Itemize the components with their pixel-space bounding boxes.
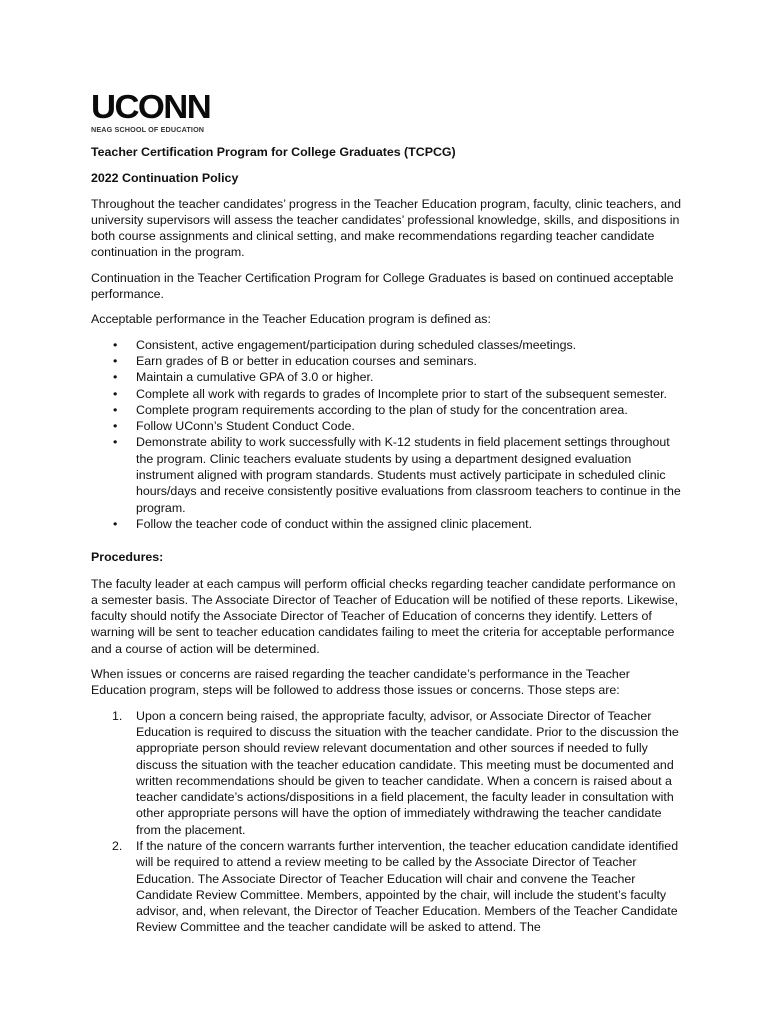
step-number: 1. <box>112 708 123 723</box>
list-item <box>91 434 683 515</box>
list-item <box>91 516 683 532</box>
step-text: Upon a concern being raised, the appropriate faculty, advisor, or Associate Director of Teacher Education is required to discuss the situation with the teacher candidate. Prior to the discussion the appropriate person should review relevant documentation and other sources if needed to fully discuss the situation with the teacher education candidate. This meeting must be documented and written recommendations should be given to teacher candidate. When a concern is raised about a teacher candidate’s actions/dispositions in a field placement, the faculty leader in consultation with other appropriate persons will have the option of immediately withdrawing the teacher candidate from the placement. <box>136 708 679 837</box>
bullet: • <box>113 370 118 385</box>
logo-wordmark: UCONN <box>91 88 211 125</box>
bullet: • <box>113 516 118 531</box>
criteria-text: Consistent, active engagement/participation during scheduled classes/meetings. <box>136 337 577 352</box>
criteria-list <box>91 337 683 533</box>
list-item <box>91 708 683 838</box>
intro-paragraph: Continuation in the Teacher Certification Program for College Graduates is based on continued acceptable performance. <box>91 270 674 302</box>
list-item <box>91 386 683 402</box>
intro-paragraph: Acceptable performance in the Teacher Education program is defined as: <box>91 312 491 327</box>
bullet: • <box>113 353 118 368</box>
bullet: • <box>113 435 118 450</box>
list-item <box>91 402 683 418</box>
list-item <box>91 337 683 353</box>
document-subtitle: 2022 Continuation Policy <box>91 171 239 186</box>
bullet: • <box>113 386 118 401</box>
list-item <box>91 353 683 369</box>
criteria-text: Demonstrate ability to work successfully with K-12 students in field placement settings throughout the program. Clinic teachers evaluate students by using a department designed evaluation instrument aligned with program standards. Students must actively participate in scheduled clinic hours/days and receive consistently positive evaluations from classroom teachers to continue in the program. <box>136 435 681 515</box>
criteria-text: Follow the teacher code of conduct within the assigned clinic placement. <box>136 516 533 531</box>
procedure-paragraph: The faculty leader at each campus will perform official checks regarding teacher candidate performance on a semester basis. The Associate Director of Teacher of Education will be notified of these reports. Likewise, faculty should notify the Associate Director of Teacher of Education of concerns they identify. Letters of warning will be sent to teacher education candidates failing to meet the criteria for acceptable performance and a course of action will be determined. <box>91 576 679 656</box>
list-item <box>91 418 683 434</box>
step-text: If the nature of the concern warrants further intervention, the teacher education candidate identified will be required to attend a review meeting to be called by the Associate Director of Teacher Education. The Associate Director of Teacher Education will chair and convene the Teacher Candidate Review Committee. Members, appointed by the chair, will include the student’s faculty advisor, and, when relevant, the Director of Teacher Education. Members of the Teacher Candidate Review Committee and the teacher candidate will be asked to attend. The <box>136 838 679 935</box>
step-number: 2. <box>112 838 123 853</box>
steps-list <box>91 708 683 936</box>
criteria-text: Maintain a cumulative GPA of 3.0 or higher. <box>136 370 374 385</box>
procedures-heading: Procedures: <box>91 550 164 565</box>
bullet: • <box>113 337 118 352</box>
procedure-paragraph: When issues or concerns are raised regarding the teacher candidate’s performance in the Teacher Education program, steps will be followed to address those issues or concerns. Those steps are: <box>91 667 630 698</box>
bullet: • <box>113 419 118 434</box>
criteria-text: Complete all work with regards to grades of Incomplete prior to start of the subsequent semester. <box>136 386 667 401</box>
bullet: • <box>113 402 118 417</box>
list-item <box>91 369 683 385</box>
criteria-text: Follow UConn’s Student Conduct Code. <box>136 419 355 434</box>
document-body <box>91 144 683 936</box>
logo-subtitle: NEAG SCHOOL OF EDUCATION <box>91 125 205 134</box>
criteria-text: Complete program requirements according to the plan of study for the concentration area. <box>136 402 628 417</box>
list-item <box>91 838 683 936</box>
criteria-text: Earn grades of B or better in education courses and seminars. <box>136 353 477 368</box>
intro-paragraph: Throughout the teacher candidates’ progress in the Teacher Education program, faculty, clinic teachers, and university supervisors will assess the teacher candidates’ professional knowledge, skills, and dispositions in both course assignments and clinical setting, and make recommendations regarding teacher candidate continuation in the program. <box>91 196 682 260</box>
document-title: Teacher Certification Program for College Graduates (TCPCG) <box>91 145 456 159</box>
uconn-logo <box>91 88 211 134</box>
